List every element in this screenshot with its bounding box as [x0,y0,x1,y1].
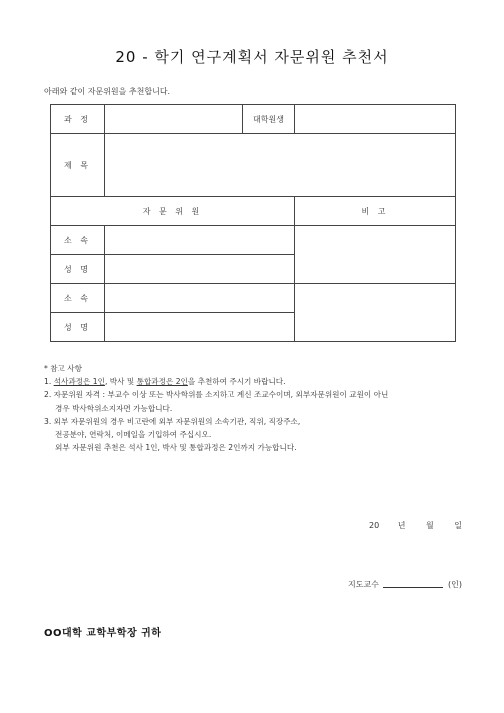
date-line [369,520,462,531]
note-1 [44,375,388,388]
course-field[interactable] [105,105,243,134]
advisor1-affiliation-field[interactable] [105,226,295,255]
student-field[interactable] [295,105,456,134]
note-3-line-2: 전공분야, 연락처, 이메일을 기입하여 주십시오. [55,430,212,440]
intro-text: 아래와 같이 자문위원을 추천합니다. [44,87,171,96]
advisor1-affiliation-label: 소 속 [51,226,105,255]
remarks-field-1[interactable] [295,226,456,284]
recommendation-table [50,104,456,342]
advisor2-name-label: 성 명 [51,313,105,342]
course-label: 과 정 [51,105,105,134]
notes-section [44,362,388,454]
page-title: 20 - 학기 연구계획서 자문위원 추천서 [115,48,389,66]
advisor2-affiliation-label: 소 속 [51,284,105,313]
notes-header: * 참고 사항 [44,364,82,373]
note-2-line-2: 경우 박사학위소지자면 가능합니다. [55,403,173,413]
remarks-field-2[interactable] [295,284,456,342]
advisor2-affiliation-field[interactable] [105,284,295,313]
advisor1-name-field[interactable] [105,255,295,284]
advisor2-name-field[interactable] [105,313,295,342]
date-year: 년 [397,521,406,530]
note-1-prefix: 1. [44,377,54,387]
date-month: 월 [426,521,434,530]
addressee: OO대학 교학부학장 귀하 [44,628,162,639]
note-1-middle: , 박사 및 [104,377,137,387]
note-1-underlined-doctoral: 통합과정은 2인 [136,377,188,387]
date-year-prefix: 20 [369,521,380,530]
advisor1-name-label: 성 명 [51,255,105,284]
seal-mark: (인) [448,580,462,589]
note-1-suffix: 을 추천하여 주시기 바랍니다. [187,377,286,387]
remarks-header: 비 고 [295,197,456,226]
note-1-underlined-master: 석사과정은 1인 [53,377,105,387]
student-label: 대학원생 [243,105,295,134]
note-3-line-3: 외부 자문위원 추천은 석사 1인, 박사 및 통합과정은 2인까지 가능합니다. [55,443,297,453]
advisor-professor-label: 지도교수 [348,580,379,589]
signature-line [348,579,462,590]
date-day: 일 [454,521,463,530]
subject-field[interactable] [105,134,456,197]
subject-label: 제 목 [51,134,105,197]
signature-blank[interactable] [383,579,443,588]
note-3-line-1: 3. 외부 자문위원의 경우 비고란에 외부 자문위원의 소속기관, 직위, 직장주소, [44,416,301,426]
note-2-line-1: 2. 자문위원 자격 : 부교수 이상 또는 박사학위를 소지하고 계신 조교수이며, 외부자문위원이 교원이 아닌 [44,390,389,400]
advisor-header: 자 문 위 원 [51,197,295,226]
